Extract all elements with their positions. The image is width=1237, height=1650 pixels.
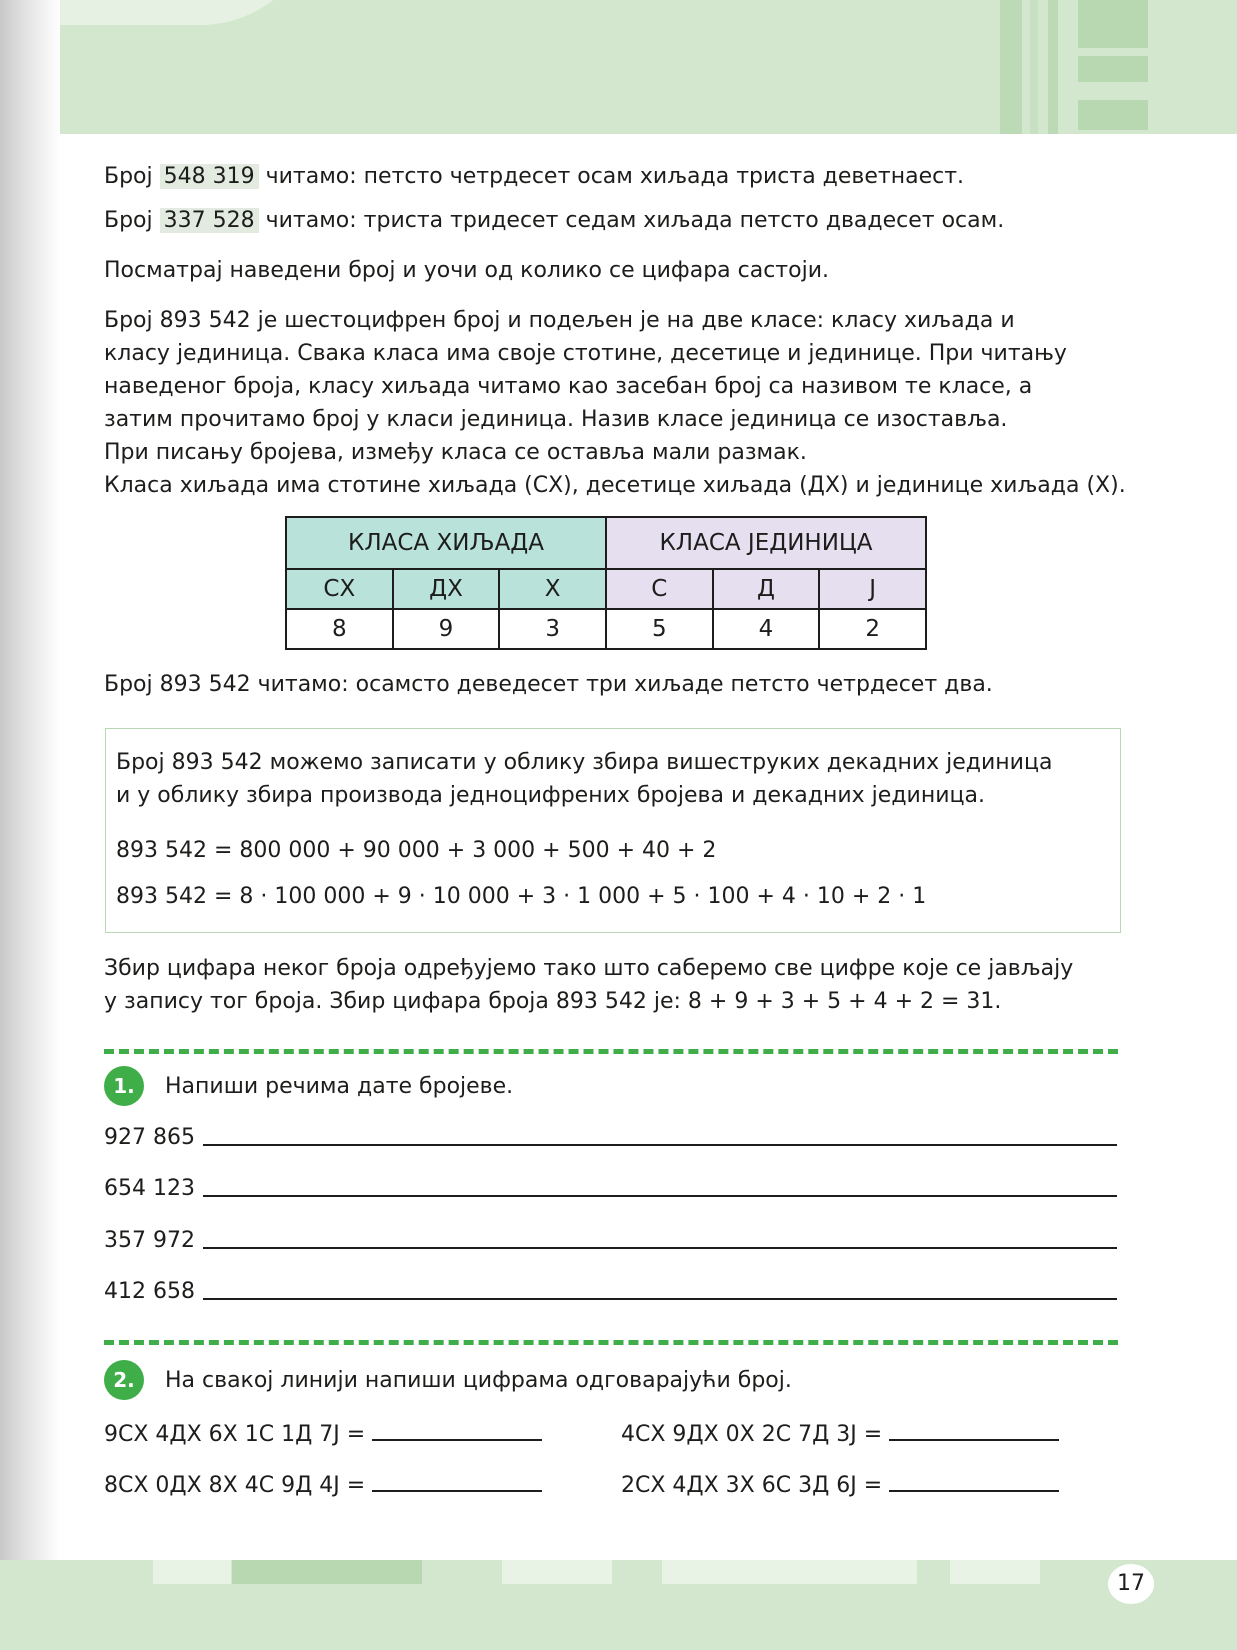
exercise-2-instruction: На свакој линији напиши цифрама одговарајући број. (165, 1368, 792, 1393)
exercise-number-badge: 2. (104, 1360, 144, 1400)
highlighted-number: 548 319 (160, 164, 259, 189)
answer-blank[interactable] (372, 1417, 542, 1441)
footer-strip (502, 1560, 612, 1584)
digit-cell: 8 (286, 609, 393, 649)
decomposition-formula: 893 542 = 8 · 100 000 + 9 · 10 000 + 3 · 1 000 + 5 · 100 + 4 · 10 + 2 · 1 (116, 884, 927, 909)
column-label: ДХ (393, 569, 500, 609)
observe-instruction: Посматрај наведени број и уочи од колико се цифара састоји. (104, 258, 829, 283)
column-label: СХ (286, 569, 393, 609)
header-thousands-class: КЛАСА ХИЉАДА (286, 517, 606, 569)
section-divider (104, 1049, 1118, 1054)
footer-strip (232, 1560, 422, 1584)
exercise-1-instruction: Напиши речима дате бројеве. (165, 1074, 514, 1099)
class-explanation-line: Класа хиљада има стотине хиљада (СХ), десетице хиљада (ДХ) и јединице хиљада (Х). (104, 473, 1126, 498)
header-stripe (1078, 56, 1148, 82)
digit-cell: 5 (606, 609, 713, 649)
header-units-class: КЛАСА ЈЕДИНИЦА (606, 517, 926, 569)
answer-line[interactable] (203, 1247, 1117, 1249)
answer-line[interactable] (203, 1298, 1117, 1300)
exercise-number-badge: 1. (104, 1066, 144, 1106)
section-divider (104, 1340, 1118, 1345)
header-stripe (1078, 100, 1148, 130)
class-explanation-line: класу јединица. Свака класа има своје стотине, десетице и јединице. При читању (104, 341, 1067, 366)
exercise-1-number: 927 865 (104, 1125, 195, 1150)
answer-blank[interactable] (372, 1468, 542, 1492)
page-number: 17 (1108, 1564, 1154, 1604)
digit-cell: 9 (393, 609, 500, 649)
digit-cell: 2 (819, 609, 926, 649)
footer-strip (950, 1560, 1040, 1584)
column-label: С (606, 569, 713, 609)
reading-example-3: Број 893 542 читамо: осамсто деведесет три хиљаде петсто четрдесет два. (104, 672, 993, 697)
page-binding-shadow (0, 0, 60, 1650)
exercise-2-item: 8СХ 0ДХ 8Х 4С 9Д 4Ј = (104, 1468, 542, 1502)
class-explanation-line: наведеног броја, класу хиљада читамо као засебан број са називом те класе, а (104, 374, 1033, 399)
reading-example-2: Број 337 528 читамо: триста тридесет седам хиљада петсто двадесет осам. (104, 208, 1005, 233)
exercise-2-item: 9СХ 4ДХ 6Х 1С 1Д 7Ј = (104, 1417, 542, 1451)
header-stripe (1000, 0, 1022, 134)
reading-example-1: Број 548 319 читамо: петсто четрдесет осам хиљада триста деветнаест. (104, 164, 965, 189)
decomposition-text-line: Број 893 542 можемо записати у облику збира вишеструких декадних јединица (116, 750, 1053, 775)
class-explanation-line: При писању бројева, између класа се оставља мали размак. (104, 440, 807, 465)
footer-strip (153, 1560, 231, 1584)
exercise-1-number: 654 123 (104, 1176, 195, 1201)
answer-line[interactable] (203, 1144, 1117, 1146)
header-stripe (1030, 0, 1038, 134)
header-stripe (1078, 0, 1148, 48)
answer-blank[interactable] (889, 1417, 1059, 1441)
answer-blank[interactable] (889, 1468, 1059, 1492)
highlighted-number: 337 528 (160, 208, 259, 233)
place-value-table (285, 516, 927, 650)
digit-sum-line: Збир цифара неког броја одређујемо тако што саберемо све цифре које се јављају (104, 956, 1074, 981)
column-label: Х (499, 569, 606, 609)
exercise-1-number: 412 658 (104, 1279, 195, 1304)
class-explanation-line: затим прочитамо број у класи јединица. Назив класе јединица се изоставља. (104, 407, 1008, 432)
decomposition-text-line: и у облику збира производа једноцифрених бројева и декадних јединица. (116, 783, 985, 808)
footer-strip (662, 1560, 917, 1584)
decomposition-formula: 893 542 = 800 000 + 90 000 + 3 000 + 500 + 40 + 2 (116, 838, 717, 863)
digit-cell: 3 (499, 609, 606, 649)
exercise-1-number: 357 972 (104, 1228, 195, 1253)
digit-sum-line: у запису тог броја. Збир цифара броја 893 542 је: 8 + 9 + 3 + 5 + 4 + 2 = 31. (104, 989, 1002, 1014)
answer-line[interactable] (203, 1195, 1117, 1197)
digit-cell: 4 (713, 609, 820, 649)
column-label: Д (713, 569, 820, 609)
column-label: Ј (819, 569, 926, 609)
header-stripe (1048, 0, 1058, 134)
exercise-2-item: 4СХ 9ДХ 0Х 2С 7Д 3Ј = (621, 1417, 1059, 1451)
class-explanation-line: Број 893 542 је шестоцифрен број и подељен је на две класе: класу хиљада и (104, 308, 1015, 333)
exercise-2-item: 2СХ 4ДХ 3Х 6С 3Д 6Ј = (621, 1468, 1059, 1502)
